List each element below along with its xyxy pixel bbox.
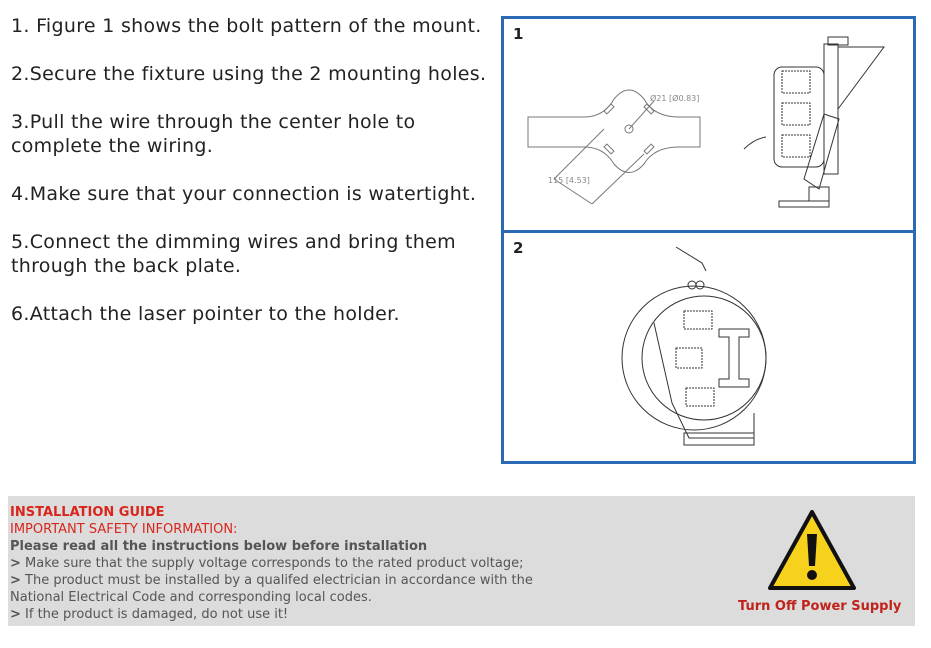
safety-subtitle: IMPORTANT SAFETY INFORMATION: — [10, 522, 238, 537]
installation-steps — [11, 14, 496, 350]
step-1: 1. Figure 1 shows the bolt pattern of the mount. — [11, 15, 482, 37]
hole-dimension: Ø21 [Ø0.83] — [650, 94, 700, 103]
bolt-pattern-drawing — [504, 19, 913, 230]
step-3: 3.Pull the wire through the center hole to complete the wiring. — [11, 111, 416, 157]
safety-bullet: > Make sure that the supply voltage corresponds to the rated product voltage; — [10, 556, 524, 571]
step-4: 4.Make sure that your connection is watertight. — [11, 183, 477, 205]
installation-guide-panel — [8, 496, 915, 626]
step-5: 5.Connect the dimming wires and bring them through the back plate. — [11, 231, 456, 277]
step-2: 2.Secure the fixture using the 2 mounting holes. — [11, 63, 487, 85]
floodlight-side-view — [744, 37, 884, 207]
instruction-heading: Please read all the instructions below before installation — [10, 539, 428, 554]
warning-label: Turn Off Power Supply — [738, 599, 902, 614]
step-6: 6.Attach the laser pointer to the holder. — [11, 303, 400, 325]
span-dimension: 115 [4.53] — [548, 176, 590, 185]
floodlight-front-view — [504, 233, 913, 461]
warning-triangle-icon — [766, 508, 858, 592]
figure-number: 1 — [513, 25, 524, 43]
figure-number: 2 — [513, 239, 524, 257]
guide-title: INSTALLATION GUIDE — [10, 505, 165, 520]
safety-bullet: > If the product is damaged, do not use it! — [10, 607, 289, 622]
figure-2 — [504, 230, 913, 461]
figure-1 — [504, 19, 913, 230]
safety-bullet: > The product must be installed by a qualifed electrician in accordance with the National Electrical Code and corresponding local codes. — [10, 573, 533, 605]
figures-panel — [501, 16, 916, 464]
